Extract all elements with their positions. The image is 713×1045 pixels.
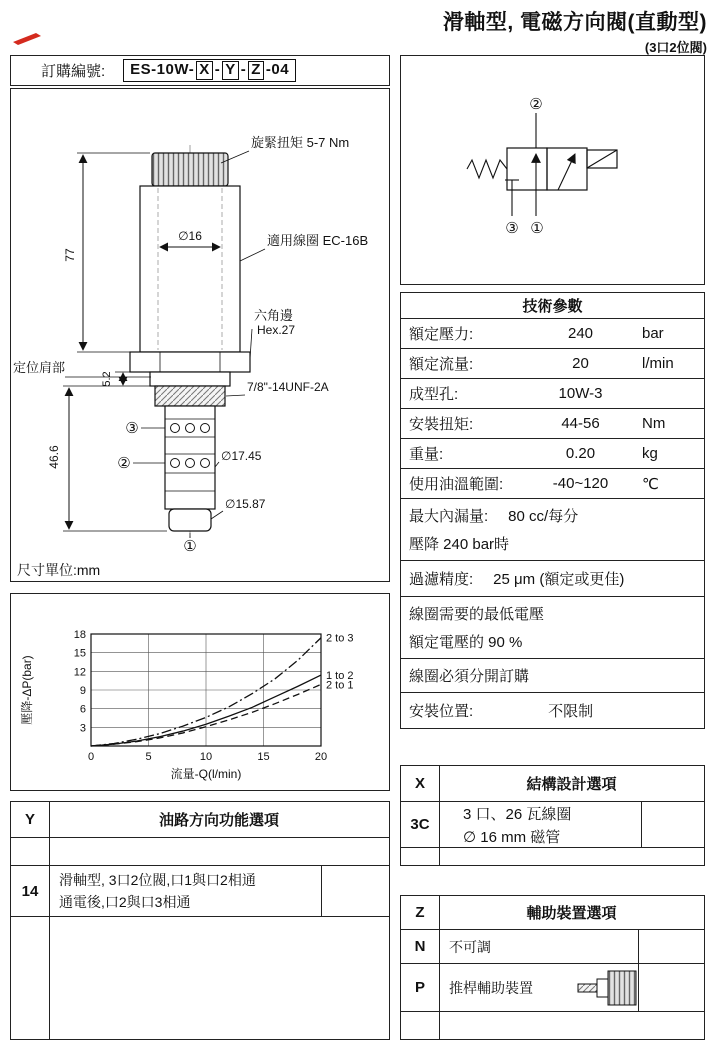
pressure-drop-flow-chart — [11, 594, 389, 790]
mounting-value: 不限制 — [548, 703, 594, 720]
mounting-row — [401, 692, 704, 728]
symbol-port3-label: ③ — [505, 220, 519, 237]
z-options-table — [400, 895, 705, 1040]
order-number-section — [10, 55, 390, 86]
dim-46-6-label: 46.6 — [47, 445, 61, 469]
dim-5-2-label: 5.2 — [101, 371, 113, 387]
filtration-value: 25 μm (額定或更佳) — [493, 571, 625, 588]
oil-temp-row — [401, 468, 704, 498]
svg-text:12: 12 — [73, 666, 86, 679]
rated-flow-label: 額定流量: — [409, 356, 474, 373]
dia-15-87-label: ∅15.87 — [225, 497, 266, 511]
rated-pressure-value: 240 — [567, 325, 594, 342]
max-leakage-value: 80 cc/每分 — [508, 508, 579, 525]
order-code-z: Z — [248, 61, 264, 80]
cavity-row — [401, 378, 704, 408]
hex-callout-line1: 六角邊 — [254, 308, 294, 323]
z-table-title: 輔助裝置選項 — [526, 905, 617, 922]
drawing-port1-label: ① — [183, 538, 197, 555]
hex-callout-line2: Hex.27 — [257, 323, 296, 337]
dia-17-45-label: ∅17.45 — [221, 449, 262, 463]
x-option-row-3c — [401, 802, 704, 848]
z-option-p-label: 推桿輔助裝置 — [449, 979, 533, 996]
order-code-sep2: - — [240, 61, 247, 79]
drawing-port3-label: ③ — [125, 420, 139, 437]
coil-voltage-row — [401, 596, 704, 658]
install-torque-unit: Nm — [642, 415, 666, 432]
y-option-row-14 — [11, 865, 389, 917]
shoulder-callout: 定位肩部 — [13, 360, 66, 375]
svg-text:0: 0 — [87, 751, 95, 763]
push-pin-graphic — [577, 968, 641, 1008]
coil-voltage-line1: 線圈需要的最低電壓 — [409, 606, 545, 623]
oil-temp-value: -40~120 — [552, 475, 609, 492]
z-option-n-code: N — [414, 938, 426, 955]
max-leakage-row — [401, 498, 704, 560]
order-code-x: X — [196, 61, 213, 80]
rated-flow-unit: l/min — [642, 355, 674, 372]
torque-callout: 旋緊扭矩 5-7 Nm — [251, 135, 350, 150]
svg-text:3: 3 — [79, 722, 86, 735]
install-torque-label: 安裝扭矩: — [409, 416, 474, 433]
order-code-y: Y — [222, 61, 239, 80]
rated-flow-value: 20 — [572, 355, 589, 372]
z-option-p-code: P — [414, 979, 425, 996]
svg-text:壓降-ΔP(bar): 壓降-ΔP(bar) — [20, 655, 34, 725]
install-torque-value: 44-56 — [561, 415, 600, 432]
mounting-label: 安裝位置: — [409, 703, 474, 720]
x-table-header — [401, 766, 704, 802]
order-code — [123, 59, 296, 82]
svg-text:2 to 1: 2 to 1 — [326, 679, 354, 692]
y-option-line1: 滑軸型, 3口2位閥,口1與口2相通 — [59, 872, 256, 888]
filtration-row — [401, 560, 704, 596]
z-table-key: Z — [415, 904, 425, 921]
rated-pressure-unit: bar — [642, 325, 664, 342]
hydraulic-symbol-panel — [400, 55, 705, 285]
dim-77-label: 77 — [63, 248, 77, 262]
cavity-value: 10W-3 — [558, 385, 603, 402]
svg-text:1 to 2: 1 to 2 — [326, 670, 354, 683]
hydraulic-symbol — [401, 56, 704, 284]
y-option-endcol — [319, 866, 389, 916]
svg-text:15: 15 — [257, 751, 270, 763]
dimension-drawing-panel — [10, 88, 390, 582]
max-leakage-note: 壓降 240 bar時 — [409, 536, 510, 553]
oil-temp-unit: ℃ — [642, 475, 659, 493]
drawing-port2-label: ② — [117, 455, 131, 472]
x-option-line1: 3 口、26 瓦線圈 — [463, 805, 572, 823]
rated-flow-row — [401, 348, 704, 378]
coil-callout: 適用線圈 EC-16B — [267, 233, 369, 248]
thread-callout: 7/8"-14UNF-2A — [247, 380, 329, 394]
y-table-key: Y — [24, 811, 35, 828]
title-block — [443, 6, 707, 56]
svg-text:5: 5 — [145, 751, 152, 763]
z-table-header — [401, 896, 704, 930]
y-options-table — [10, 801, 390, 1040]
brand-logo-icon — [12, 32, 42, 46]
order-code-suffix: -04 — [265, 61, 290, 79]
z-option-row-p — [401, 964, 704, 1012]
symbol-port2-label: ② — [529, 96, 543, 113]
x-table-title: 結構設計選項 — [526, 776, 617, 793]
x-options-table — [400, 765, 705, 866]
page-title: 滑軸型, 電磁方向閥(直動型) — [442, 11, 707, 34]
install-torque-row — [401, 408, 704, 438]
dia-16-label: ∅16 — [178, 229, 202, 243]
svg-text:2 to 3: 2 to 3 — [326, 632, 354, 645]
rated-pressure-label: 額定壓力: — [409, 326, 474, 343]
y-table-key-column-divider — [49, 802, 50, 1039]
svg-text:15: 15 — [73, 647, 86, 660]
oil-temp-label: 使用油溫範圍: — [409, 476, 504, 493]
svg-text:18: 18 — [73, 629, 86, 641]
y-option-code: 14 — [21, 882, 39, 900]
y-table-spacer — [11, 838, 389, 865]
svg-text:9: 9 — [79, 685, 86, 697]
order-label: 訂購編號: — [41, 63, 106, 80]
weight-row — [401, 438, 704, 468]
y-table-title: 油路方向功能選項 — [158, 812, 279, 829]
svg-text:流量-Q(l/min): 流量-Q(l/min) — [170, 767, 242, 781]
x-option-endcol — [639, 802, 704, 847]
performance-chart-panel — [10, 593, 390, 791]
weight-label: 重量: — [409, 446, 444, 463]
x-option-code: 3C — [410, 816, 430, 833]
x-option-line2: ∅ 16 mm 磁管 — [463, 828, 561, 846]
svg-text:10: 10 — [199, 751, 213, 763]
z-option-row-n — [401, 930, 704, 964]
z-option-n-label: 不可調 — [449, 938, 491, 955]
y-option-line2: 通電後,口2與口3相通 — [59, 894, 191, 910]
tech-params-title: 技術參數 — [522, 298, 583, 315]
dimension-unit-note: 尺寸單位:mm — [17, 562, 101, 578]
filtration-label: 過濾精度: — [409, 571, 474, 588]
order-code-prefix: ES-10W- — [130, 61, 195, 79]
symbol-port1-label: ① — [530, 220, 544, 237]
order-code-sep1: - — [214, 61, 221, 79]
weight-unit: kg — [642, 445, 658, 462]
coil-order-row — [401, 658, 704, 692]
weight-value: 0.20 — [565, 445, 596, 462]
tech-params-table — [400, 292, 705, 729]
y-table-header — [11, 802, 389, 838]
svg-text:6: 6 — [79, 703, 86, 716]
coil-voltage-line2: 額定電壓的 90 % — [409, 634, 523, 651]
svg-text:20: 20 — [314, 751, 328, 763]
page-subtitle: (3口2位閥) — [644, 40, 707, 55]
max-leakage-label: 最大內漏量: — [409, 508, 489, 525]
rated-pressure-row — [401, 318, 704, 348]
valve-dimension-drawing — [11, 89, 389, 581]
x-table-key: X — [414, 775, 425, 792]
cavity-label: 成型孔: — [409, 386, 459, 403]
coil-order-note: 線圈必須分開訂購 — [409, 668, 530, 685]
